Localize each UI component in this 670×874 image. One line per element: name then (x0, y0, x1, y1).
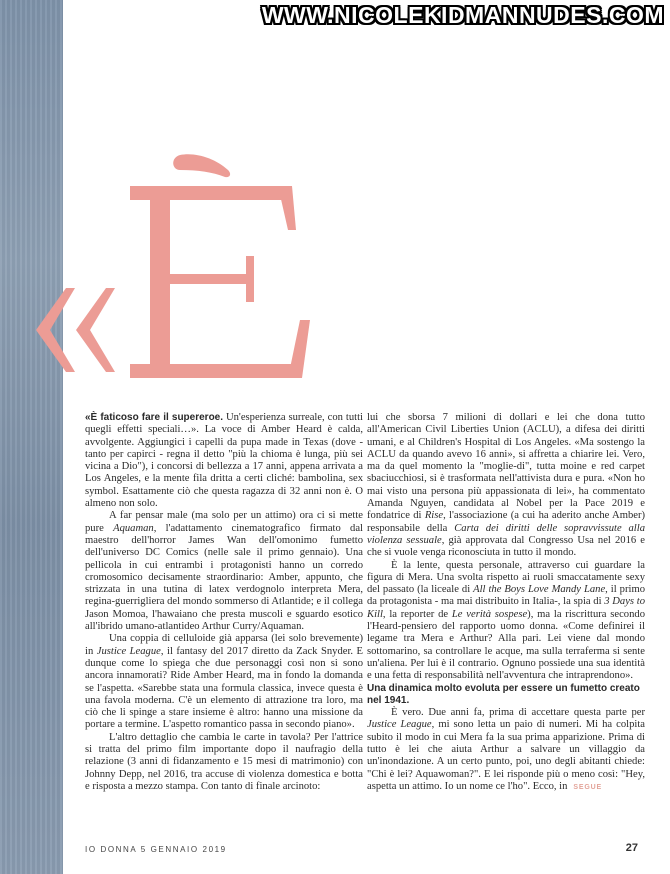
letter-e (130, 186, 310, 378)
paragraph: È vero. Due anni fa, prima di accettare questa parte per Justice League, mi sono letta un paio di numeri. Mi ha colpita subito il modo in cui Mera fa la sua prima apparizione. Prima di tutto è lei che aiuta Arthur a salvare un villaggio da un'inondazione. A un certo punto, poi, uno degli abitanti chiede: "Chi è lei? Aquawoman?". E lei risponde più o meno così: "Hey, aspetta un attimo. Io un nome ce l'ho". Ecco, in SEGUE (367, 707, 645, 792)
drop-cap-graphic (30, 130, 330, 400)
page-number: 27 (625, 842, 638, 854)
watermark: WWW.NICOLEKIDMANNUDES.COM (261, 2, 664, 28)
guillemet-mark (36, 288, 115, 372)
right-column (367, 412, 645, 794)
drop-cap (30, 130, 330, 400)
paragraph: È la lente, questa personale, attraverso cui guardare la figura di Mera. Una svolta rispetto ai ruoli smaccatamente sexy del passato (la liceale di All the Boys Love Mandy Lane, il primo da protagonista - ma mai distribuito in Italia-, la spia di 3 Days to Kill, la reporter de Le verità sospese), ma la riscrittura secondo l'Heard-pensiero del rapporto uomo donna. «Come definirei il legame tra Mera e Arthur? Alla pari. Lei viene dal mondo sottomarino, sa controllare le acque, ma sulla terraferma si sente un'aliena. Per lui è il contrario. Ognuno possiede una sua identità e una fetta di responsabilità nell'avventura che intraprendono». (367, 559, 646, 682)
lead-in: «È faticoso fare il supereroe. (85, 412, 224, 423)
interview-question: Una dinamica molto evoluta per essere un fumetto creato nel 1941. (367, 682, 640, 706)
paragraph: A far pensar male (ma solo per un attimo) ora ci si mette pure Aquaman, l'adattamento cinematografico firmato dal maestro dell'horror James Wan dell'omonimo fumetto dell'universo DC Comics (nelle sale il primo gennaio). Una pellicola in cui entrambi i protagonisti hanno un corredo cromosomico decisamente straordinario: Amber, appunto, che strizzata in una tutina di latex verdognolo interpreta Mera, regina-guerrigliera del mondo sommerso di Atlantide; e il collega Jason Momoa, l'hawaiano che presta muscoli e sguardo esotico all'ibrido umano-atlantideo Arthur Curry/Aquaman. (85, 510, 363, 633)
paragraph: «È faticoso fare il supereroe. Un'esperienza surreale, con tutti quegli effetti speciali…». La voce di Amber Heard è calda, avvolgente. Aggiungici i capelli da pupa made in Texas (dove - tanto per capirci - regna il detto "più la chioma è lunga, più sei vicina a Dio"), i concorsi di bellezza a 17 anni, appena arrivata a Los Angeles, e la mente fila dritta a certi cliché: bambolina, sex symbol. Esattamente ciò che questa ragazza di 32 anni non è. O almeno non solo. (85, 412, 363, 510)
paragraph: L'altro dettaglio che cambia le carte in tavola? Per l'attrice si tratta del primo film importante dopo il naufragio della relazione (3 anni di fidanzamento e 15 mesi di matrimonio) con Johnny Depp, nel 2016, tra accuse di violenza domestica e botta e risposta a mezzo stampa. Con tanto di finale arcinoto: (85, 731, 363, 792)
paragraph: Una coppia di celluloide già apparsa (lei solo brevemente) in Justice League, il fantasy del 2017 diretto da Zack Snyder. E dunque come lo spiega che due personaggi così non si sono ancora innamorati? Ride Amber Heard, ma in fondo la domanda se l'aspetta. «Sarebbe stata una formula classica, invece questa è una favola moderna. C'è un elemento di attrazione tra loro, ma ciò che li spinge a stare insieme è altro: hanno una missione da portare a termine. L'aspetto romantico passa in secondo piano». (85, 633, 364, 731)
grave-accent (173, 154, 230, 177)
continued-label[interactable]: SEGUE (573, 783, 602, 791)
left-column (85, 412, 363, 793)
magazine-issue-footer: IO DONNA 5 GENNAIO 2019 (85, 845, 227, 854)
paragraph: lui che sborsa 7 milioni di dollari e lei che dona tutto all'American Civil Liberties Union (ACLU), a difesa dei diritti umani, e al Children's Hospital di Los Angeles. «Ma sostengo la ACLU da quando avevo 16 anni», si affretta a chiarire lei. Vero, ma da quel momento la "moglie-di", tutta moine e red carpet sbaciucchiosi, si è trasformata nell'attivista dura e pura. «Non ho mai visto una persona più appassionata di lei», ha commentato Amanda Nguyen, candidata al Nobel per la Pace 2019 e fondatrice di Rise, l'associazione (a cui ha aderito anche Amber) responsabile della Carta dei diritti delle sopravvissute alla violenza sessuale, già approvata dal Congresso Usa nel 2016 e che si vuole venga riconosciuta in tutto il mondo. (367, 412, 645, 559)
